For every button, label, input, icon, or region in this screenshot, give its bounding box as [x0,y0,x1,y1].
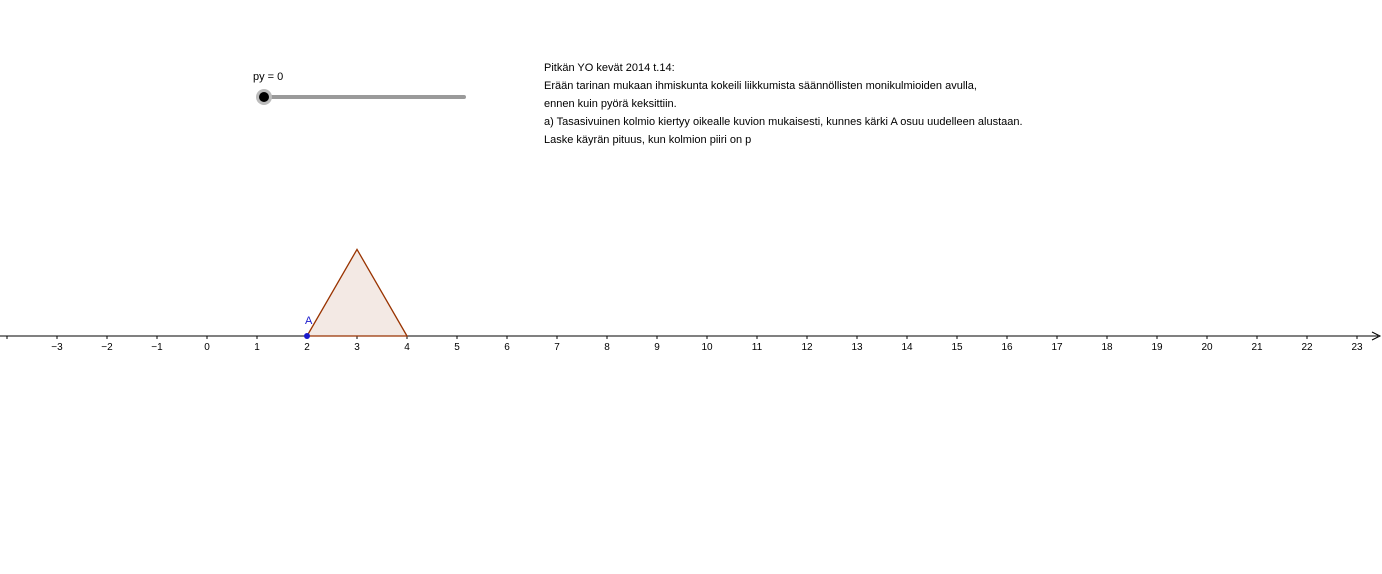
x-axis-tick-label: 17 [1051,342,1063,353]
py-slider[interactable] [256,89,470,105]
x-axis-tick-label: 15 [951,342,963,353]
problem-line-2: ennen kuin pyörä keksittiin. [544,98,677,110]
x-axis-tick-label: −2 [101,342,113,353]
x-axis-tick-label: 23 [1351,342,1363,353]
slider-track[interactable] [264,95,466,99]
x-axis [0,332,1380,353]
x-axis-tick-label: 2 [304,342,310,353]
x-axis-tick-label: 22 [1301,342,1313,353]
x-axis-tick-label: −1 [151,342,163,353]
x-axis-tick-label: 11 [751,342,763,353]
point-a-label: A [305,315,313,327]
x-axis-tick-label: 13 [851,342,863,353]
problem-line-1: Erään tarinan mukaan ihmiskunta kokeili liikkumista säännöllisten monikulmioiden avulla, [544,80,977,92]
problem-title: Pitkän YO kevät 2014 t.14: [544,62,675,74]
x-axis-tick-label: 8 [604,342,610,353]
x-axis-tick-label: 20 [1201,342,1213,353]
x-axis-tick-label: 16 [1001,342,1013,353]
x-axis-tick-label: 14 [901,342,913,353]
x-axis-tick-label: 0 [204,342,210,353]
problem-line-4: Laske käyrän pituus, kun kolmion piiri on p [544,134,752,146]
x-axis-tick-label: 12 [801,342,813,353]
x-axis-tick-label: 4 [404,342,410,353]
slider-knob[interactable] [256,89,272,105]
x-axis-tick-label: 18 [1101,342,1113,353]
x-axis-tick-label: −3 [51,342,63,353]
x-axis-tick-label: 10 [701,342,713,353]
slider-caption: py = 0 [253,71,284,83]
problem-line-3: a) Tasasivuinen kolmio kiertyy oikealle kuvion mukaisesti, kunnes kärki A osuu uudelleen alustaan. [544,116,1023,128]
point-a[interactable] [304,333,310,339]
x-axis-tick-label: 19 [1151,342,1163,353]
x-axis-tick-label: 5 [454,342,460,353]
x-axis-tick-label: 21 [1251,342,1263,353]
x-axis-tick-label: 1 [254,342,260,353]
x-axis-tick-label: 3 [354,342,360,353]
problem-text [544,59,1023,149]
x-axis-tick-label: 9 [654,342,660,353]
equilateral-triangle[interactable] [307,249,407,336]
x-axis-tick-label: 7 [554,342,560,353]
x-axis-tick-label: 6 [504,342,510,353]
